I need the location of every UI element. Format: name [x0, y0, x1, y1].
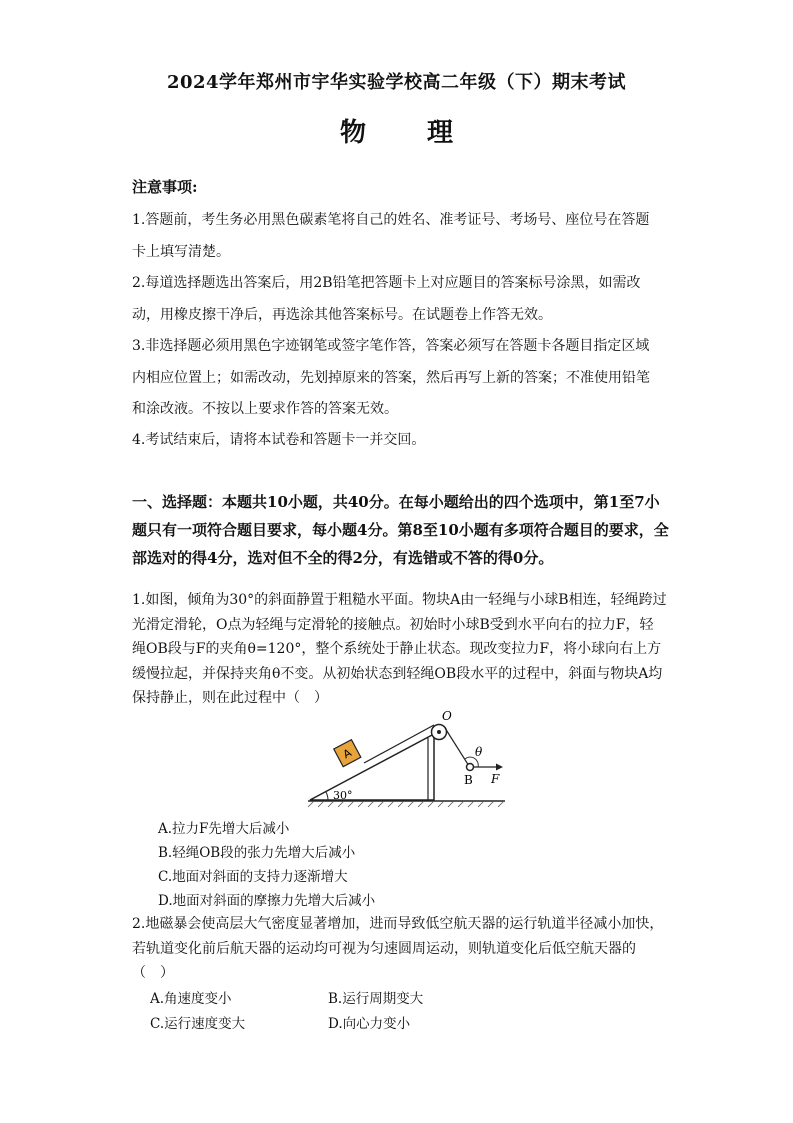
angle-arc [326, 792, 328, 800]
q1-option-a: A.拉力F先增大后减小 [158, 821, 290, 837]
notice-item-1: 1.答题前，考生务必用黑色碳素笔将自己的姓名、准考证号、考场号、座位号在答题卡上填写清楚。 [132, 212, 650, 260]
exam-title: 2024学年郑州市宇华实验学校高二年级（下）期末考试 [166, 72, 627, 93]
question-1-stem: 1.如图，倾角为30°的斜面静置于粗糙水平面。物块A由一轻绳与小球B相连，轻绳跨过光滑定滑轮，O点为轻绳与定滑轮的接触点。初始时小球B受到水平向右的拉力F，轻绳OB段与F的夹角θ=120°，整个系统处于静止状态。现改变拉力F，将小球向右上方缓慢拉起，并保持夹角θ不变。从初始状态到轻绳OB段水平的过程中，斜面与物块A均保持静止，则在此过程中（ ） [132, 592, 667, 706]
rope-incline-segment [364, 725, 434, 763]
question-2-stem: 2.地磁暴会使高层大气密度显著增加，进而导致低空航天器的运行轨道半径减小加快，若轨道变化前后航天器的运动均可视为匀速圆周运动，则轨道变化后低空航天器的（ ） [132, 916, 664, 981]
notice-heading: 注意事项: [132, 178, 198, 196]
q1-option-b: B.轻绳OB段的张力先增大后减小 [158, 845, 356, 861]
incline-pulley-figure [300, 708, 520, 808]
label-b: B [464, 773, 473, 787]
q2-option-c: C.运行速度变大 [150, 1016, 246, 1032]
block-a [334, 740, 361, 767]
q1-option-c: C.地面对斜面的支持力逐渐增大 [158, 869, 348, 885]
label-a: A [340, 746, 354, 762]
q1-option-d: D.地面对斜面的摩擦力先增大后减小 [158, 893, 376, 909]
subject-title: 物 理 [339, 118, 480, 148]
force-arrow-head [496, 764, 503, 771]
label-f: F [491, 772, 500, 786]
label-o: O [442, 709, 452, 723]
rope-ob-segment [445, 728, 469, 766]
section-heading: 一、选择题：本题共10小题，共40分。在每小题给出的四个选项中，第1至7小题只有一项符合题目要求，每小题4分。第8至10小题有多项符合题目的要求，全部选对的得4分，选对但不全的得2分，有选错或不答的得0分。 [132, 493, 669, 567]
notice-item-2: 2.每道选择题选出答案后，用2B铅笔把答题卡上对应题目的答案标号涂黑，如需改动，用橡皮擦干净后，再选涂其他答案标号。在试题卷上作答无效。 [132, 275, 641, 323]
ball-b [467, 764, 474, 771]
notice-item-3: 3.非选择题必须用黑色字迹钢笔或签字笔作答，答案必须写在答题卡各题目指定区域内相应位置上；如需改动，先划掉原来的答案，然后再写上新的答案；不准使用铅笔和涂改液。不按以上要求作答的答案无效。 [132, 338, 650, 417]
notice-item-4: 4.考试结束后，请将本试卷和答题卡一并交回。 [132, 432, 426, 448]
label-theta: θ [475, 745, 483, 759]
incline-slope [310, 734, 434, 800]
q2-option-d: D.向心力变小 [328, 1016, 411, 1032]
q2-option-b: B.运行周期变大 [328, 991, 424, 1007]
q2-option-a: A.角速度变小 [150, 991, 232, 1007]
angle-label: 30° [333, 789, 353, 802]
pulley-axle [437, 730, 441, 734]
